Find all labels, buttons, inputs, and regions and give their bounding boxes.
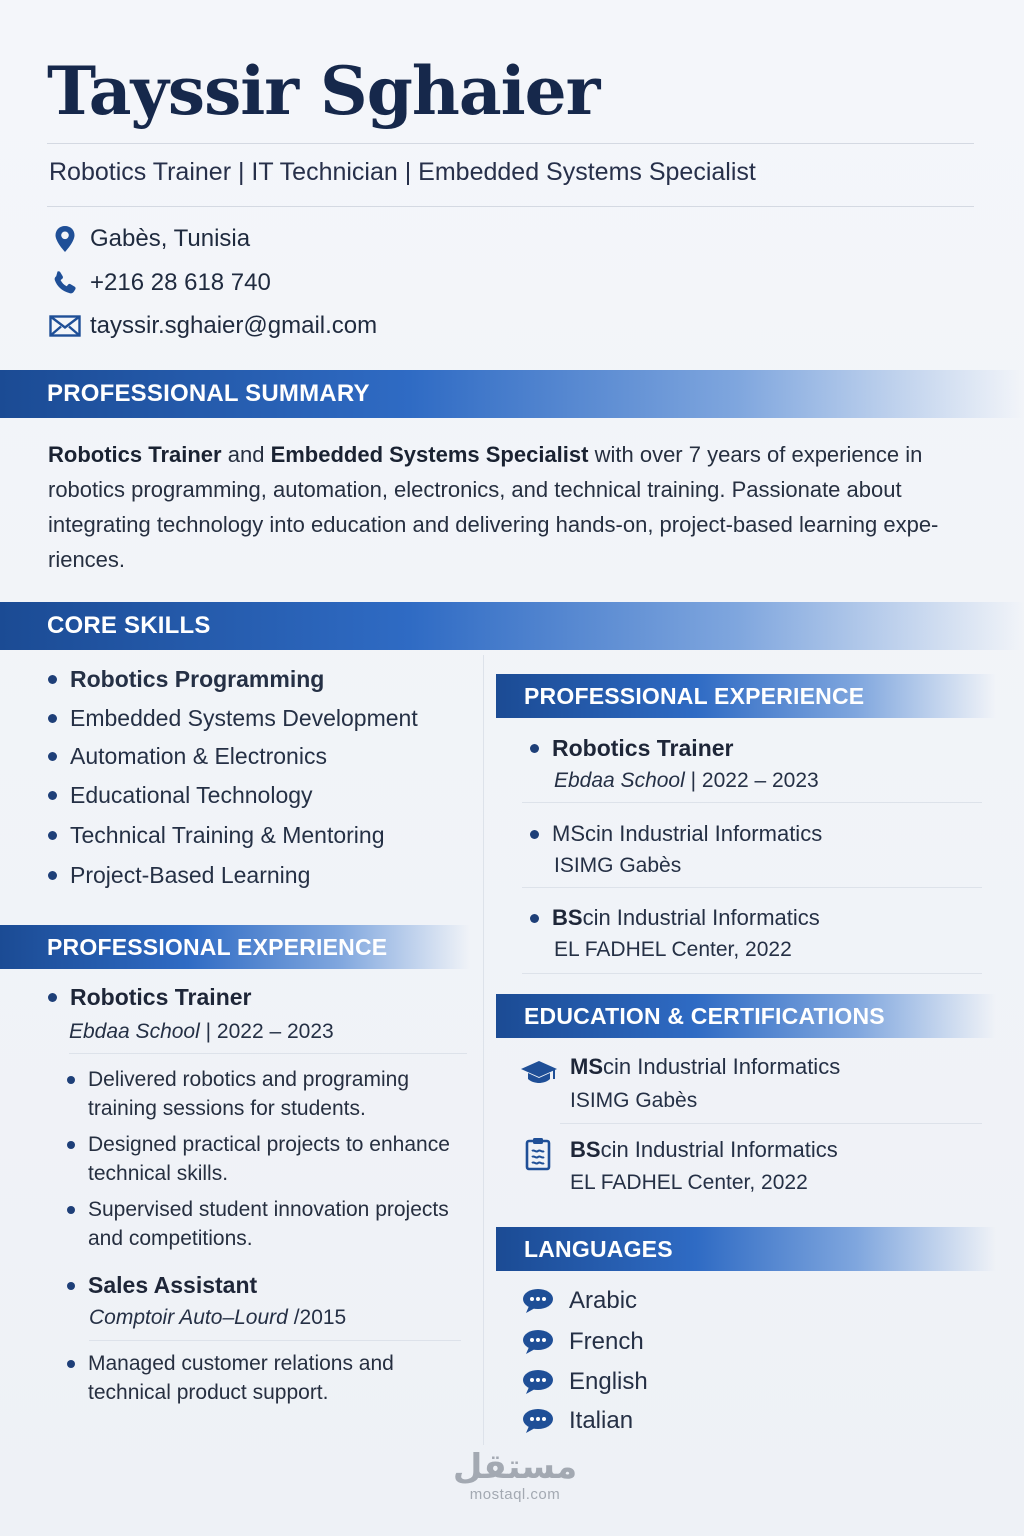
education-entry xyxy=(570,1137,838,1163)
skill-item xyxy=(48,743,327,770)
duty-item xyxy=(67,1195,467,1253)
duty-line: technical product support. xyxy=(88,1381,329,1404)
skill-label: Automation & Electronics xyxy=(70,743,327,769)
skill-label: Project-Based Learning xyxy=(70,862,311,888)
summary-and: and xyxy=(227,442,265,467)
divider xyxy=(89,1340,461,1341)
summary-bold-1: Robotics Trainer xyxy=(48,442,222,467)
education-entry xyxy=(530,905,820,931)
language-item xyxy=(522,1287,637,1315)
language-label: Arabic xyxy=(569,1287,638,1314)
divider xyxy=(69,1053,467,1054)
contact-location xyxy=(48,224,250,254)
language-label: English xyxy=(569,1368,648,1395)
speech-bubble-icon xyxy=(522,1369,554,1395)
job-meta xyxy=(554,769,819,793)
language-label: French xyxy=(569,1328,644,1355)
duty-line: technical skills. xyxy=(88,1162,229,1185)
skill-label: Embedded Systems Development xyxy=(70,705,418,731)
duty-line: Delivered robotics and programing xyxy=(88,1068,409,1091)
duty-line: Supervised student innovation projects xyxy=(88,1198,449,1221)
bullet-dot xyxy=(67,1206,75,1214)
bullet-dot xyxy=(48,675,57,684)
education-entry xyxy=(570,1054,840,1080)
degree-prefix: BS xyxy=(570,1137,601,1162)
bullet-dot xyxy=(48,831,57,840)
degree-rest: in Industrial Informatics xyxy=(593,905,820,930)
language-item xyxy=(522,1368,648,1396)
bullet-dot xyxy=(48,752,57,761)
bullet-dot xyxy=(67,1360,75,1368)
bullet-dot xyxy=(67,1076,75,1084)
job-title-text: Robotics Trainer xyxy=(552,735,734,761)
bullet-dot xyxy=(48,871,57,880)
company-name: Ebdaa School xyxy=(69,1020,200,1043)
mostaql-watermark xyxy=(450,1448,580,1503)
degree-prefix-rest: c xyxy=(600,1137,612,1162)
divider xyxy=(522,802,982,803)
watermark-url: mostaql.com xyxy=(469,1486,561,1503)
skill-item xyxy=(48,862,310,889)
location-text: Gabès, Tunisia xyxy=(90,225,251,252)
job-dates: /2015 xyxy=(293,1306,347,1329)
duty-line: training sessions for students. xyxy=(88,1097,366,1120)
degree-rest: in Industrial Informatics xyxy=(596,821,823,846)
job-title xyxy=(530,735,733,762)
summary-text xyxy=(48,437,978,577)
skills-header: CORE SKILLS xyxy=(0,602,1024,650)
candidate-name: Tayssir Sghaier xyxy=(47,52,600,130)
duty-item xyxy=(67,1065,467,1123)
summary-bold-2: Embedded Systems Specialist xyxy=(270,442,589,467)
skill-label: Educational Technology xyxy=(70,782,313,808)
degree-rest: in Industrial Informatics xyxy=(611,1137,838,1162)
tagline-divider xyxy=(47,206,974,207)
company-name: Ebdaa School xyxy=(554,769,685,792)
job-meta xyxy=(69,1020,334,1044)
bullet-dot xyxy=(48,993,57,1002)
summary-body: with over 7 years of experience in robotics programming, automation, electronics, and technical training. Passionate about integrating technology into education and delivering hands-on, project-based learning expe-riences. xyxy=(48,442,939,572)
divider xyxy=(522,887,982,888)
language-label: Italian xyxy=(569,1407,634,1434)
bullet-dot xyxy=(530,744,539,753)
job-title xyxy=(48,984,251,1011)
phone-text: +216 28 618 740 xyxy=(90,269,271,296)
contact-phone xyxy=(48,268,271,298)
degree-prefix-rest: c xyxy=(603,1054,614,1079)
experience-right-header: PROFESSIONAL EXPERIENCE xyxy=(496,674,996,718)
job-title-text: Robotics Trainer xyxy=(70,984,252,1010)
duty-line: Managed customer relations and xyxy=(88,1352,394,1375)
degree-prefix: BS xyxy=(552,905,583,930)
job-dates: | 2022 – 2023 xyxy=(205,1020,334,1043)
tagline: Robotics Trainer | IT Technician | Embedded Systems Specialist xyxy=(49,158,756,186)
bullet-dot xyxy=(530,830,539,839)
duty-item xyxy=(67,1349,467,1407)
skill-item xyxy=(48,666,324,693)
institution: EL FADHEL Center, 2022 xyxy=(554,938,792,961)
institution: ISIMG Gabès xyxy=(570,1089,698,1112)
column-divider xyxy=(483,655,484,1445)
speech-bubble-icon xyxy=(522,1408,554,1434)
duty-line: Designed practical projects to enhance xyxy=(88,1133,450,1156)
education-header: EDUCATION & CERTIFICATIONS xyxy=(496,994,996,1038)
skill-label: Robotics Programming xyxy=(70,666,325,692)
phone-icon xyxy=(48,268,82,298)
divider xyxy=(522,973,982,974)
speech-bubble-icon xyxy=(522,1329,554,1355)
job-dates: | 2022 – 2023 xyxy=(690,769,819,792)
envelope-icon xyxy=(48,311,82,341)
contact-email[interactable] xyxy=(48,311,377,341)
email-text[interactable]: tayssir.sghaier@gmail.com xyxy=(90,312,378,339)
institution: ISIMG Gabès xyxy=(554,854,682,877)
bullet-dot xyxy=(48,791,57,800)
watermark-arabic: مستقل xyxy=(452,1447,578,1487)
speech-bubble-icon xyxy=(522,1288,554,1314)
bullet-dot xyxy=(48,714,57,723)
degree-prefix: MS xyxy=(570,1054,603,1079)
degree-rest: in Industrial Informatics xyxy=(614,1054,841,1079)
location-pin-icon xyxy=(48,224,82,254)
bullet-dot xyxy=(67,1282,75,1290)
company-name: Comptoir Auto–Lourd xyxy=(89,1306,288,1329)
skill-label: Technical Training & Mentoring xyxy=(70,822,385,848)
duty-item xyxy=(67,1130,467,1188)
duty-line: and competitions. xyxy=(88,1227,253,1250)
degree-prefix-rest: c xyxy=(582,905,594,930)
graduation-cap-icon xyxy=(520,1058,558,1091)
divider xyxy=(560,1123,982,1124)
education-entry xyxy=(530,821,822,847)
certificate-icon xyxy=(524,1137,552,1176)
bullet-dot xyxy=(67,1141,75,1149)
summary-header: PROFESSIONAL SUMMARY xyxy=(0,370,1024,418)
experience-header: PROFESSIONAL EXPERIENCE xyxy=(0,925,470,969)
language-item xyxy=(522,1407,633,1435)
skill-item xyxy=(48,705,418,732)
header-divider xyxy=(47,143,974,144)
bullet-dot xyxy=(530,914,539,923)
job-title-text: Sales Assistant xyxy=(88,1272,258,1298)
degree-prefix: MSc xyxy=(552,821,596,846)
job-meta xyxy=(89,1306,346,1330)
job-title xyxy=(67,1272,257,1299)
languages-header: LANGUAGES xyxy=(496,1227,996,1271)
language-item xyxy=(522,1328,644,1356)
skill-item xyxy=(48,822,385,849)
skill-item xyxy=(48,782,313,809)
institution: EL FADHEL Center, 2022 xyxy=(570,1171,808,1194)
